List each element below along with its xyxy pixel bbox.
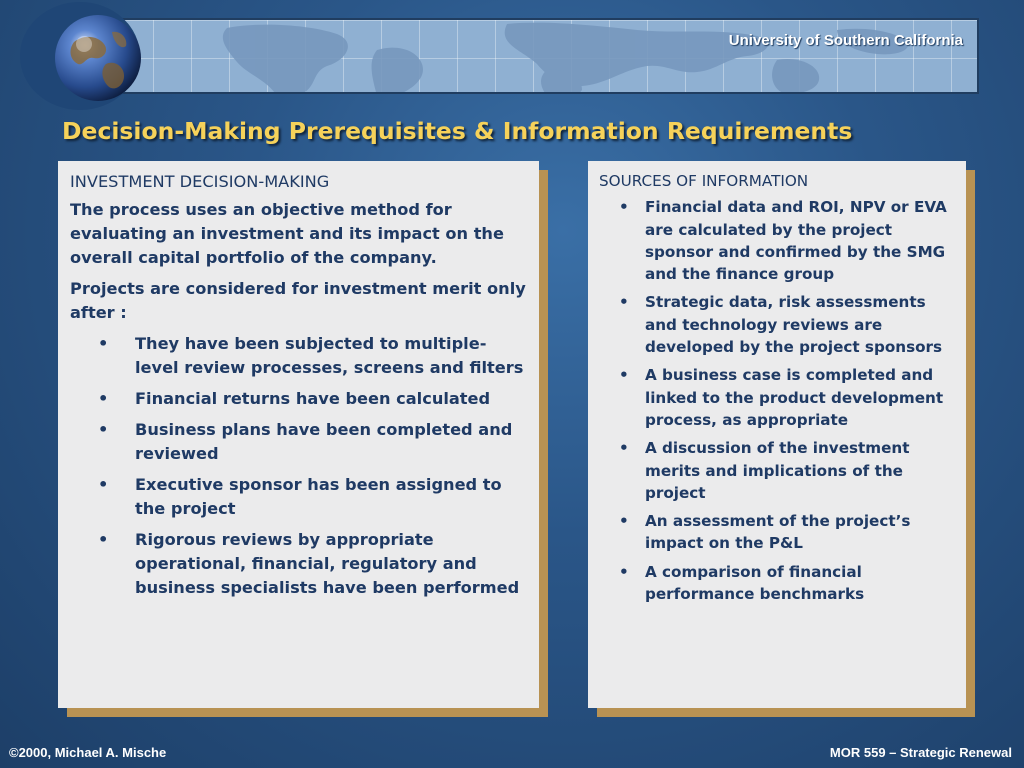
list-item bbox=[70, 473, 527, 521]
left-panel-heading: INVESTMENT DECISION-MAKING bbox=[70, 172, 330, 191]
list-item bbox=[70, 387, 527, 411]
bullet-text: A comparison of financial performance benchmarks bbox=[645, 562, 865, 604]
globe-badge bbox=[20, 2, 140, 110]
slide-title: Decision-Making Prerequisites & Information Requirements bbox=[62, 117, 853, 145]
list-item bbox=[70, 332, 527, 380]
investment-decision-panel bbox=[58, 161, 539, 708]
bullet-text: Executive sponsor has been assigned to the project bbox=[135, 475, 502, 518]
list-item bbox=[599, 510, 956, 555]
bullet-icon: • bbox=[619, 439, 629, 458]
globe-icon bbox=[54, 14, 142, 102]
right-bullet-list bbox=[599, 196, 956, 605]
bullet-text: A business case is completed and linked to the product development process, as appropriate bbox=[645, 366, 944, 429]
bullet-text: An assessment of the project’s impact on the P&L bbox=[645, 512, 911, 553]
left-panel-paragraph: The process uses an objective method for evaluating an investment and its impact on the overall capital portfolio of the company. bbox=[70, 200, 504, 267]
bullet-text: A discussion of the investment merits and implications of the project bbox=[645, 439, 910, 502]
header-banner bbox=[75, 18, 979, 94]
footer-copyright: ©2000, Michael A. Mische bbox=[9, 745, 167, 760]
bullet-icon: • bbox=[98, 420, 109, 439]
list-item bbox=[70, 418, 527, 466]
bullet-icon: • bbox=[98, 334, 109, 353]
bullet-icon: • bbox=[619, 366, 629, 385]
bullet-text: They have been subjected to multiple-level review processes, screens and filters bbox=[135, 334, 524, 377]
right-panel-heading: SOURCES OF INFORMATION bbox=[599, 172, 809, 190]
bullet-icon: • bbox=[98, 389, 109, 408]
bullet-text: Rigorous reviews by appropriate operational, financial, regulatory and business specialists have been performed bbox=[135, 530, 520, 597]
bullet-icon: • bbox=[619, 562, 629, 581]
list-item bbox=[599, 437, 956, 504]
bullet-icon: • bbox=[619, 512, 629, 531]
bullet-text: Strategic data, risk assessments and technology reviews are developed by the project sponsors bbox=[645, 293, 943, 357]
left-panel-paragraph: Projects are considered for investment merit only after : bbox=[70, 279, 526, 322]
footer-course: MOR 559 – Strategic Renewal bbox=[829, 745, 1012, 760]
list-item bbox=[70, 528, 527, 600]
list-item bbox=[599, 291, 956, 358]
left-bullet-list bbox=[70, 332, 527, 600]
sources-of-information-panel bbox=[588, 161, 966, 708]
bullet-icon: • bbox=[619, 198, 629, 217]
list-item bbox=[599, 561, 956, 606]
bullet-text: Financial returns have been calculated bbox=[135, 389, 491, 408]
bullet-text: Business plans have been completed and reviewed bbox=[135, 420, 513, 463]
bullet-text: Financial data and ROI, NPV or EVA are calculated by the project sponsor and confirmed by the SMG and the finance group bbox=[645, 198, 947, 284]
list-item bbox=[599, 196, 956, 285]
bullet-icon: • bbox=[619, 293, 629, 312]
bullet-icon: • bbox=[98, 530, 109, 549]
bullet-icon: • bbox=[98, 475, 109, 494]
university-name: University of Southern California bbox=[728, 32, 963, 49]
list-item bbox=[599, 364, 956, 431]
